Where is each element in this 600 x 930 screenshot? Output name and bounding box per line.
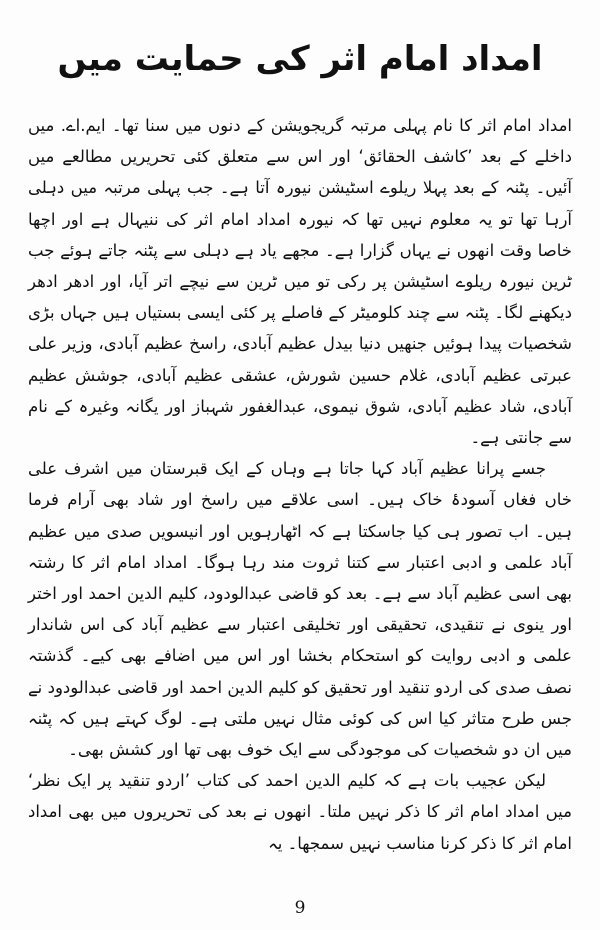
paragraph: جسے پرانا عظیم آباد کہا جاتا ہے وہاں کے ایک قبرستان میں اشرف علی خاں فغاں آسودۂ خاک ہیں۔ اسی علاقے میں راسخ اور شاد بھی آرام فرما ہیں۔ اب تصور ہی کیا جاسکتا ہے کہ اٹھارہویں اور انیسویں صدی میں عظیم آباد علمی و ادبی اعتبار سے کتنا ثروت مند رہا ہوگا۔ امداد امام اثر کا رشتہ بھی اسی عظیم آباد سے ہے۔ بعد کو قاضی عبدالودود، کلیم الدین احمد اور اختر اور ینوی نے تنقیدی، تحقیقی اور تخلیقی اعتبار سے عظیم آباد کی اس شاندار علمی و ادبی روایت کو استحکام بخشا اور اس میں اضافے بھی کیے۔ گذشتہ نصف صدی کی اردو تنقید اور تحقیق کو کلیم الدین احمد اور قاضی عبدالودود نے جس طرح متاثر کیا اس کی کوئی مثال نہیں ملتی ہے۔ لوگ کہتے ہیں کہ پٹنہ میں ان دو شخصیات کی موجودگی سے ایک خوف بھی تھا اور کشش بھی۔ [28,459,572,760]
paragraph: لیکن عجیب بات ہے کہ کلیم الدین احمد کی کتاب ’اردو تنقید پر ایک نظر‘ میں امداد امام اثر کا ذکر نہیں ملتا۔ انھوں نے بعد کی تحریروں میں بھی امداد امام اثر کا ذکر کرنا مناسب نہیں سمجھا۔ یہ [28,771,572,853]
body-text [28,110,572,859]
paragraph: امداد امام اثر کا نام پہلی مرتبہ گریجویشن کے دنوں میں سنا تھا۔ ایم.اے. میں داخلے کے بعد ’کاشف الحقائق‘ اور اس سے متعلق کئی تحریریں مطالعے میں آئیں۔ پٹنہ کے بعد پہلا ریلوے اسٹیشن نیورہ آتا ہے۔ جب پہلی مرتبہ میں دہلی آرہا تھا تو یہ معلوم نہیں تھا کہ نیورہ امداد امام اثر کی ننیہال ہے اور اچھا خاصا وقت انھوں نے یہاں گزارا ہے۔ مجھے یاد ہے دہلی سے پٹنہ جاتے ہوئے جب ٹرین نیورہ ریلوے اسٹیشن پر رکی تو میں ٹرین سے نیچے اتر آیا، اور ادھر ادھر دیکھنے لگا۔ پٹنہ سے چند کلومیٹر کے فاصلے پر کئی ایسی بستیاں ہیں جہاں بڑی شخصیات پیدا ہوئیں جنھیں دنیا بیدل عظیم آبادی، راسخ عظیم آبادی، وزیر علی عبرتی عظیم آبادی، غلام حسین شورش، عشقی عظیم آبادی، جوشش عظیم آبادی، شاد عظیم آبادی، شوق نیموی، عبدالغفور شہباز اور یگانہ وغیرہ کے نام سے جانتی ہے۔ [28,116,572,448]
page-title: امداد امام اثر کی حمایت میں [57,38,543,79]
page-number: 9 [294,898,306,918]
